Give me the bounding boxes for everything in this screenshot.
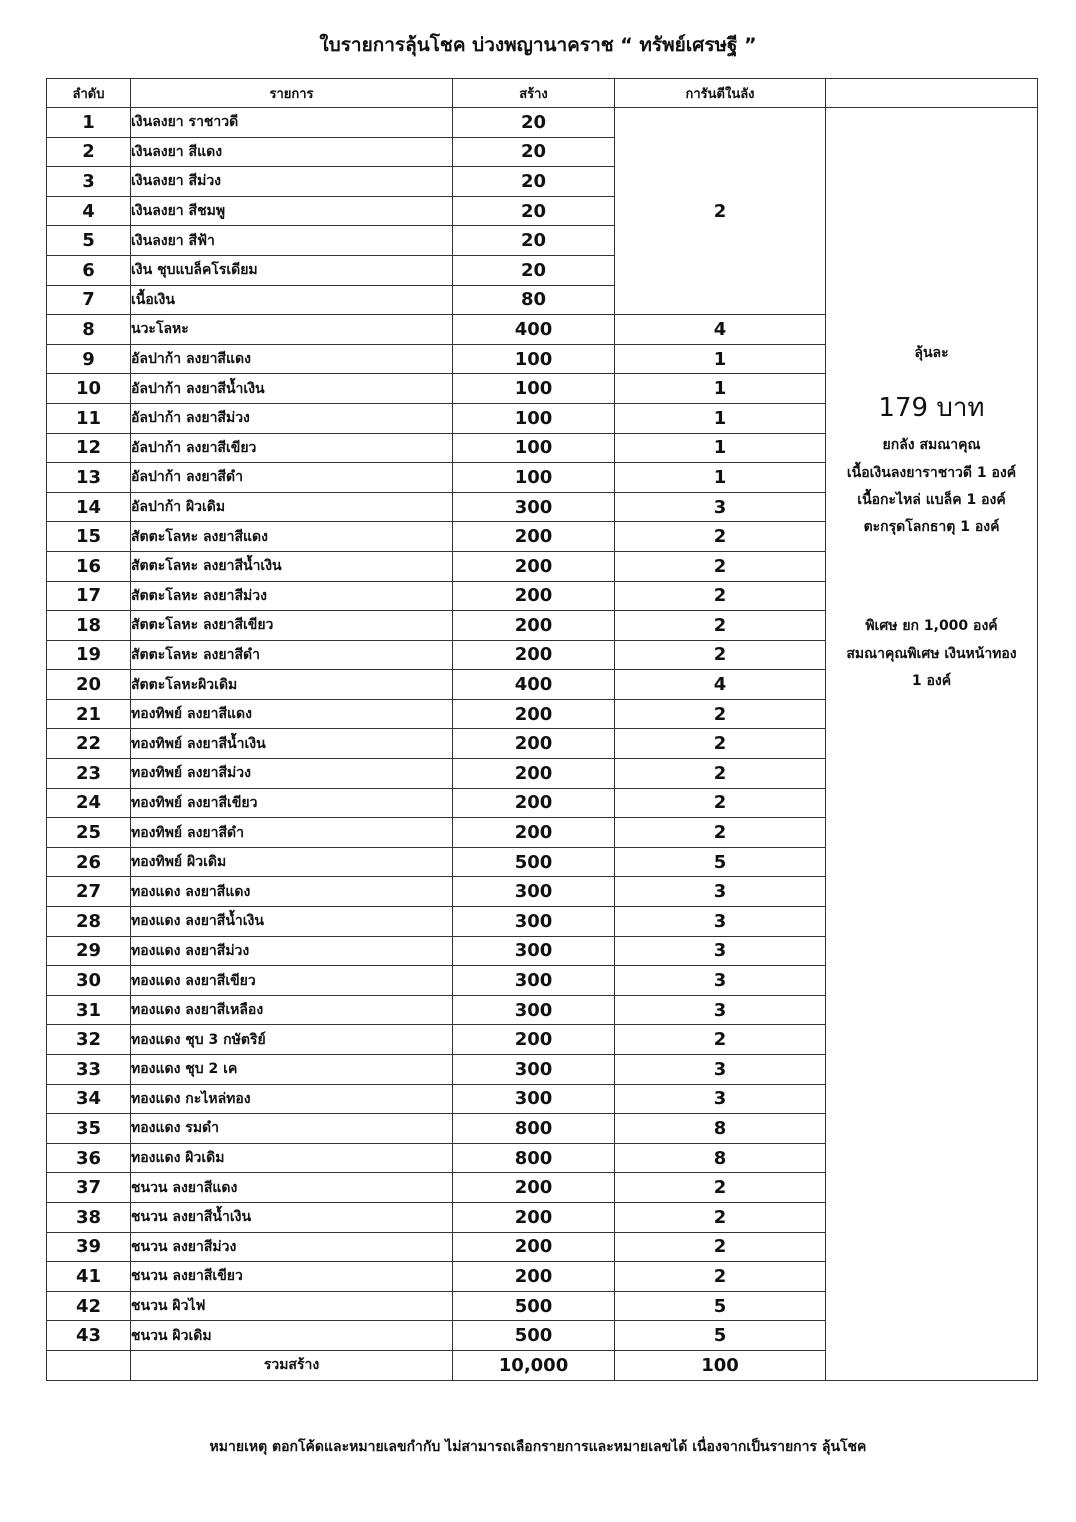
row-item-name: ทองทิพย์ ลงยาสีม่วง xyxy=(131,759,453,789)
row-number: 22 xyxy=(47,729,131,759)
footnote: หมายเหตุ ตอกโค้ดและหมายเลขกำกับ ไม่สามารถเลือกรายการและหมายเลขได้ เนื่องจากเป็นรายการ ลุ้นโชค xyxy=(209,1439,867,1455)
row-number: 34 xyxy=(47,1084,131,1114)
row-built-count: 20 xyxy=(453,108,615,138)
row-item-name: เงินลงยา ราชาวดี xyxy=(131,108,453,138)
row-guarantee: 8 xyxy=(615,1143,826,1173)
total-built: 10,000 xyxy=(453,1350,615,1380)
row-item-name: สัตตะโลหะ ลงยาสีม่วง xyxy=(131,581,453,611)
row-guarantee: 2 xyxy=(615,788,826,818)
row-number: 12 xyxy=(47,433,131,463)
row-item-name: ทองทิพย์ ลงยาสีแดง xyxy=(131,699,453,729)
row-built-count: 200 xyxy=(453,522,615,552)
total-guarantee: 100 xyxy=(615,1350,826,1380)
row-guarantee: 3 xyxy=(615,907,826,937)
item-table xyxy=(46,78,1038,1381)
row-number: 41 xyxy=(47,1262,131,1292)
row-built-count: 200 xyxy=(453,1232,615,1262)
row-number: 13 xyxy=(47,463,131,493)
special-bonus-line: สมณาคุณพิเศษ เงินหน้าทอง xyxy=(846,645,1017,662)
row-item-name: อัลปาก้า ลงยาสีเขียว xyxy=(131,433,453,463)
row-guarantee: 2 xyxy=(615,1262,826,1292)
row-guarantee: 5 xyxy=(615,1321,826,1351)
side-spacer xyxy=(826,541,1037,613)
row-number: 8 xyxy=(47,315,131,345)
row-item-name: ทองแดง ชุบ 2 เค xyxy=(131,1055,453,1085)
column-header-order: ลำดับ xyxy=(47,79,131,108)
row-built-count: 400 xyxy=(453,670,615,700)
row-built-count: 200 xyxy=(453,640,615,670)
row-built-count: 200 xyxy=(453,699,615,729)
row-item-name: เงิน ชุบแบล็คโรเดียม xyxy=(131,255,453,285)
row-built-count: 20 xyxy=(453,226,615,256)
row-item-name: นวะโลหะ xyxy=(131,315,453,345)
special-bonus-line: 1 องค์ xyxy=(911,673,952,690)
row-item-name: ทองทิพย์ ลงยาสีดำ xyxy=(131,818,453,848)
row-number: 30 xyxy=(47,966,131,996)
row-built-count: 20 xyxy=(453,137,615,167)
price-info-panel xyxy=(826,108,1038,1381)
column-header-side xyxy=(826,79,1038,108)
row-guarantee: 1 xyxy=(615,463,826,493)
row-guarantee: 2 xyxy=(615,551,826,581)
box-bonus-item: เนื้อกะไหล่ แบล็ค 1 องค์ xyxy=(857,491,1006,508)
row-number: 3 xyxy=(47,167,131,197)
row-item-name: ชนวน ลงยาสีม่วง xyxy=(131,1232,453,1262)
row-guarantee: 1 xyxy=(615,403,826,433)
row-item-name: ทองทิพย์ ลงยาสีน้ำเงิน xyxy=(131,729,453,759)
row-built-count: 300 xyxy=(453,995,615,1025)
row-number: 14 xyxy=(47,492,131,522)
row-guarantee: 2 xyxy=(615,611,826,641)
row-guarantee: 5 xyxy=(615,1291,826,1321)
row-number: 15 xyxy=(47,522,131,552)
row-built-count: 500 xyxy=(453,1321,615,1351)
row-guarantee: 2 xyxy=(615,581,826,611)
row-guarantee: 5 xyxy=(615,847,826,877)
row-guarantee: 2 xyxy=(615,522,826,552)
row-number: 28 xyxy=(47,907,131,937)
row-built-count: 20 xyxy=(453,255,615,285)
row-item-name: เงินลงยา สีม่วง xyxy=(131,167,453,197)
row-number: 42 xyxy=(47,1291,131,1321)
row-item-name: สัตตะโลหะ ลงยาสีเขียว xyxy=(131,611,453,641)
column-header-item: รายการ xyxy=(131,79,453,108)
row-guarantee: 2 xyxy=(615,729,826,759)
row-number: 7 xyxy=(47,285,131,315)
row-number: 17 xyxy=(47,581,131,611)
box-bonus-item: ตะกรุดโลกธาตุ 1 องค์ xyxy=(863,519,1000,536)
table-header-row xyxy=(47,79,1038,108)
row-item-name: ทองแดง กะไหล่ทอง xyxy=(131,1084,453,1114)
row-number: 5 xyxy=(47,226,131,256)
row-guarantee: 2 xyxy=(615,1202,826,1232)
row-item-name: ชนวน ผิวเดิม xyxy=(131,1321,453,1351)
row-item-name: ทองแดง ผิวเดิม xyxy=(131,1143,453,1173)
box-bonus-item: เนื้อเงินลงยาราชาวดี 1 องค์ xyxy=(846,464,1017,481)
row-built-count: 800 xyxy=(453,1143,615,1173)
price-info-content xyxy=(826,108,1037,695)
column-header-guarantee: การันตีในลัง xyxy=(615,79,826,108)
row-number: 36 xyxy=(47,1143,131,1173)
row-guarantee: 8 xyxy=(615,1114,826,1144)
row-guarantee: 2 xyxy=(615,1232,826,1262)
row-number: 16 xyxy=(47,551,131,581)
row-guarantee: 2 xyxy=(615,640,826,670)
row-built-count: 500 xyxy=(453,847,615,877)
row-guarantee: 2 xyxy=(615,1173,826,1203)
row-item-name: ชนวน ผิวไฟ xyxy=(131,1291,453,1321)
row-built-count: 300 xyxy=(453,1055,615,1085)
row-number: 39 xyxy=(47,1232,131,1262)
row-built-count: 200 xyxy=(453,1173,615,1203)
row-guarantee: 1 xyxy=(615,344,826,374)
page-title: ใบรายการลุ้นโชค บ่วงพญานาคราช “ ทรัพย์เศรษฐี ” xyxy=(319,34,757,56)
row-item-name: อัลปาก้า ลงยาสีดำ xyxy=(131,463,453,493)
row-built-count: 200 xyxy=(453,581,615,611)
row-built-count: 800 xyxy=(453,1114,615,1144)
row-built-count: 100 xyxy=(453,463,615,493)
row-item-name: สัตตะโลหะผิวเดิม xyxy=(131,670,453,700)
row-item-name: เงินลงยา สีฟ้า xyxy=(131,226,453,256)
row-guarantee: 2 xyxy=(615,699,826,729)
special-bonus-line: พิเศษ ยก 1,000 องค์ xyxy=(865,618,998,635)
row-number: 33 xyxy=(47,1055,131,1085)
row-number: 43 xyxy=(47,1321,131,1351)
row-guarantee: 2 xyxy=(615,759,826,789)
row-built-count: 200 xyxy=(453,551,615,581)
row-item-name: ชนวน ลงยาสีเขียว xyxy=(131,1262,453,1292)
row-built-count: 300 xyxy=(453,492,615,522)
row-built-count: 500 xyxy=(453,1291,615,1321)
row-built-count: 200 xyxy=(453,1202,615,1232)
row-number: 24 xyxy=(47,788,131,818)
row-number: 1 xyxy=(47,108,131,138)
column-header-built: สร้าง xyxy=(453,79,615,108)
row-number: 25 xyxy=(47,818,131,848)
row-guarantee: 4 xyxy=(615,315,826,345)
row-built-count: 300 xyxy=(453,1084,615,1114)
row-number: 11 xyxy=(47,403,131,433)
row-number: 18 xyxy=(47,611,131,641)
row-built-count: 20 xyxy=(453,167,615,197)
row-built-count: 300 xyxy=(453,966,615,996)
row-item-name: อัลปาก้า ลงยาสีน้ำเงิน xyxy=(131,374,453,404)
row-built-count: 100 xyxy=(453,433,615,463)
row-built-count: 200 xyxy=(453,611,615,641)
row-number: 9 xyxy=(47,344,131,374)
row-item-name: เนื้อเงิน xyxy=(131,285,453,315)
row-item-name: ทองแดง ลงยาสีเขียว xyxy=(131,966,453,996)
row-number: 20 xyxy=(47,670,131,700)
row-built-count: 300 xyxy=(453,877,615,907)
row-item-name: ทองทิพย์ ลงยาสีเขียว xyxy=(131,788,453,818)
row-item-name: อัลปาก้า ผิวเดิม xyxy=(131,492,453,522)
row-built-count: 200 xyxy=(453,818,615,848)
row-number: 32 xyxy=(47,1025,131,1055)
row-built-count: 100 xyxy=(453,374,615,404)
row-built-count: 300 xyxy=(453,907,615,937)
row-built-count: 100 xyxy=(453,344,615,374)
table-body xyxy=(47,108,1038,1381)
row-guarantee: 2 xyxy=(615,1025,826,1055)
row-number: 10 xyxy=(47,374,131,404)
row-item-name: สัตตะโลหะ ลงยาสีดำ xyxy=(131,640,453,670)
row-built-count: 300 xyxy=(453,936,615,966)
row-built-count: 400 xyxy=(453,315,615,345)
row-number: 38 xyxy=(47,1202,131,1232)
row-built-count: 200 xyxy=(453,1262,615,1292)
row-guarantee: 4 xyxy=(615,670,826,700)
total-blank-cell xyxy=(47,1350,131,1380)
merged-guarantee-cell: 2 xyxy=(615,108,826,315)
row-built-count: 200 xyxy=(453,788,615,818)
row-number: 19 xyxy=(47,640,131,670)
row-guarantee: 1 xyxy=(615,433,826,463)
row-number: 21 xyxy=(47,699,131,729)
row-item-name: ทองแดง ลงยาสีน้ำเงิน xyxy=(131,907,453,937)
row-item-name: สัตตะโลหะ ลงยาสีน้ำเงิน xyxy=(131,551,453,581)
box-bonus-label: ยกลัง สมณาคุณ xyxy=(882,437,981,454)
row-item-name: ทองแดง ลงยาสีแดง xyxy=(131,877,453,907)
row-built-count: 100 xyxy=(453,403,615,433)
row-number: 23 xyxy=(47,759,131,789)
row-number: 29 xyxy=(47,936,131,966)
row-item-name: อัลปาก้า ลงยาสีม่วง xyxy=(131,403,453,433)
row-number: 35 xyxy=(47,1114,131,1144)
row-guarantee: 1 xyxy=(615,374,826,404)
total-label: รวมสร้าง xyxy=(131,1350,453,1380)
row-number: 4 xyxy=(47,196,131,226)
row-guarantee: 3 xyxy=(615,995,826,1025)
row-guarantee: 3 xyxy=(615,936,826,966)
row-guarantee: 2 xyxy=(615,818,826,848)
row-item-name: ทองแดง ลงยาสีม่วง xyxy=(131,936,453,966)
row-number: 6 xyxy=(47,255,131,285)
row-guarantee: 3 xyxy=(615,1055,826,1085)
row-guarantee: 3 xyxy=(615,877,826,907)
row-item-name: ทองแดง รมดำ xyxy=(131,1114,453,1144)
row-number: 31 xyxy=(47,995,131,1025)
row-built-count: 80 xyxy=(453,285,615,315)
per-draw-label: ลุ้นละ xyxy=(914,345,949,361)
row-number: 37 xyxy=(47,1173,131,1203)
row-guarantee: 3 xyxy=(615,492,826,522)
row-built-count: 200 xyxy=(453,1025,615,1055)
row-item-name: ชนวน ลงยาสีน้ำเงิน xyxy=(131,1202,453,1232)
row-built-count: 200 xyxy=(453,759,615,789)
row-item-name: เงินลงยา สีชมพู xyxy=(131,196,453,226)
row-number: 26 xyxy=(47,847,131,877)
row-item-name: อัลปาก้า ลงยาสีแดง xyxy=(131,344,453,374)
row-item-name: ทองแดง ลงยาสีเหลือง xyxy=(131,995,453,1025)
table-row xyxy=(47,108,1038,138)
row-built-count: 200 xyxy=(453,729,615,759)
row-item-name: เงินลงยา สีแดง xyxy=(131,137,453,167)
row-item-name: สัตตะโลหะ ลงยาสีแดง xyxy=(131,522,453,552)
price-value: 179 บาท xyxy=(878,393,985,424)
row-guarantee: 3 xyxy=(615,966,826,996)
row-item-name: ทองแดง ชุบ 3 กษัตริย์ xyxy=(131,1025,453,1055)
row-item-name: ทองทิพย์ ผิวเดิม xyxy=(131,847,453,877)
row-built-count: 20 xyxy=(453,196,615,226)
row-guarantee: 3 xyxy=(615,1084,826,1114)
row-item-name: ชนวน ลงยาสีแดง xyxy=(131,1173,453,1203)
row-number: 27 xyxy=(47,877,131,907)
row-number: 2 xyxy=(47,137,131,167)
